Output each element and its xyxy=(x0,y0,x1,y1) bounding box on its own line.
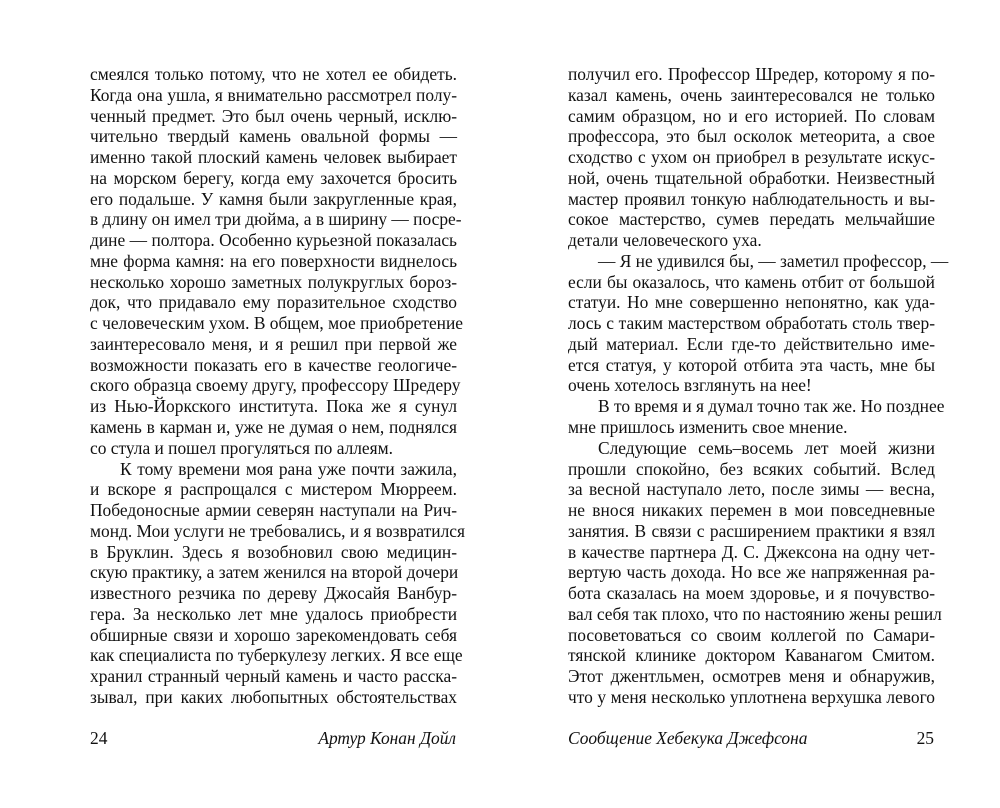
text-line: мне форма камня: на его поверхности виднелось xyxy=(90,250,457,271)
left-page-text xyxy=(90,64,465,708)
text-line: известного резчика по дереву Джосайя Ванбур- xyxy=(90,583,457,604)
text-line: мастер проявил тонкую наблюдательность и вы- xyxy=(568,188,935,209)
text-line: В то время и я думал точно так же. Но позднее xyxy=(598,396,945,417)
text-line: ной, очень тщательной обработки. Неизвестный xyxy=(568,167,935,188)
text-line: если бы оказалось, что камень отбит от большой xyxy=(568,271,935,292)
text-line: мне пришлось изменить свое мнение. xyxy=(568,417,848,438)
text-line: обширные связи и хорошо зарекомендовать себя xyxy=(90,624,457,645)
text-line: вал себя так плохо, что по настоянию жены решил xyxy=(568,603,942,624)
text-line: скую практику, а затем женился на второй дочери xyxy=(90,562,459,583)
text-line: профессора, это был осколок метеорита, а свое xyxy=(568,126,935,147)
text-line: очень хотелось взглянуть на нее! xyxy=(568,375,812,396)
text-line: К тому времени моя рана уже почти зажила, xyxy=(120,458,457,479)
right-page-number: 25 xyxy=(916,728,934,748)
text-line: самим образцом, но и его историей. По словам xyxy=(568,105,935,126)
text-line: на морском берегу, когда ему захочется бросить xyxy=(90,167,457,188)
text-line: гера. За несколько лет мне удалось приобрести xyxy=(90,603,457,624)
text-line: сокое мастерство, сумев передать мельчайшие xyxy=(568,209,935,230)
text-line: монд. Мои услуги не требовались, и я возвратился xyxy=(90,520,465,541)
text-line: дине — полтора. Особенно курьезной показалась xyxy=(90,230,457,251)
text-line: чительно твердый камень овальной формы — xyxy=(90,126,457,147)
text-line: казал камень, очень заинтересовался не только xyxy=(568,84,935,105)
text-line: со стула и пошел прогуляться по аллеям. xyxy=(90,437,394,458)
text-line: получил его. Профессор Шредер, которому я по- xyxy=(568,64,935,84)
text-line: Этот джентльмен, осмотрев меня и обнаружив, xyxy=(568,666,935,687)
text-line: из Нью-Йоркского института. Пока же я сунул xyxy=(90,396,457,417)
text-line: вертую часть дохода. Но все же напряженная ра- xyxy=(568,562,935,583)
text-line: возможности показать его в качестве геологиче- xyxy=(90,354,457,375)
text-line: зывал, при каких любопытных обстоятельствах xyxy=(90,686,457,707)
text-line: Следующие семь–восемь лет моей жизни xyxy=(598,437,935,458)
text-line: детали человеческого уха. xyxy=(568,230,762,251)
text-line: занятия. В связи с расширением практики я взял xyxy=(568,520,935,541)
text-line: сходство с ухом он приобрел в результате искус- xyxy=(568,147,935,168)
text-line: именно такой плоский камень человек выбирает xyxy=(90,147,457,168)
left-page-number: 24 xyxy=(90,728,108,748)
text-line: — Я не удивился бы, — заметил профессор, — xyxy=(598,250,949,271)
text-line: как специалиста по туберкулезу легких. Я все еще xyxy=(90,645,463,666)
text-line: за весной наступало лето, после зимы — весна, xyxy=(568,479,935,500)
text-line: прошли спокойно, без всяких событий. Вслед xyxy=(568,458,935,479)
text-line: не внося никаких перемен в мои повседневные xyxy=(568,500,935,521)
text-line: хранил странный черный камень и часто расска- xyxy=(90,666,457,687)
text-line: в Бруклин. Здесь я возобновил свою медицин- xyxy=(90,541,457,562)
left-running-head: Артур Конан Дойл xyxy=(318,728,456,748)
text-line: несколько хорошо заметных полукруглых бороз- xyxy=(90,271,457,292)
text-line: с человеческим ухом. В общем, мое приобретение xyxy=(90,313,464,334)
text-line: Победоносные армии северян наступали на Рич- xyxy=(90,500,457,521)
right-page-text xyxy=(568,64,949,708)
text-line: тянской клинике доктором Каванагом Смитом. xyxy=(568,645,935,666)
text-line: дый материал. Если где-то действительно име- xyxy=(568,333,935,354)
text-line: его подальше. У камня были закругленные края, xyxy=(90,188,457,209)
text-line: Когда она ушла, я внимательно рассмотрел полу- xyxy=(90,84,457,105)
text-line: смеялся только потому, что не хотел ее обидеть. xyxy=(90,64,457,84)
text-line: ченный предмет. Это был очень черный, исклю- xyxy=(90,105,457,126)
text-line: лось с таким мастерством обработать столь твер- xyxy=(568,313,935,334)
text-line: что у меня несколько уплотнена верхушка левого xyxy=(568,686,935,707)
text-line: заинтересовало меня, и я решил при первой же xyxy=(90,333,457,354)
text-line: ского образца своему другу, профессору Шредеру xyxy=(90,375,461,396)
text-line: посоветоваться со своим коллегой по Самари- xyxy=(568,624,935,645)
text-line: и вскоре я распрощался с мистером Мюрреем. xyxy=(90,479,457,500)
right-running-head: Сообщение Хебекука Джефсона xyxy=(568,728,808,748)
text-line: в длину он имел три дюйма, а в ширину — посре- xyxy=(90,209,462,230)
text-line: бота сказалась на моем здоровье, и я почувство- xyxy=(568,583,935,604)
text-line: док, что придавало ему поразительное сходство xyxy=(90,292,457,313)
text-line: статуи. Но мне совершенно непонятно, как уда- xyxy=(568,292,935,313)
text-line: в качестве партнера Д. С. Джексона на одну чет- xyxy=(568,541,935,562)
text-line: ется статуя, у которой отбита эта часть, мне бы xyxy=(568,354,935,375)
text-line: камень в карман и, уже не думая о нем, поднялся xyxy=(90,417,457,438)
